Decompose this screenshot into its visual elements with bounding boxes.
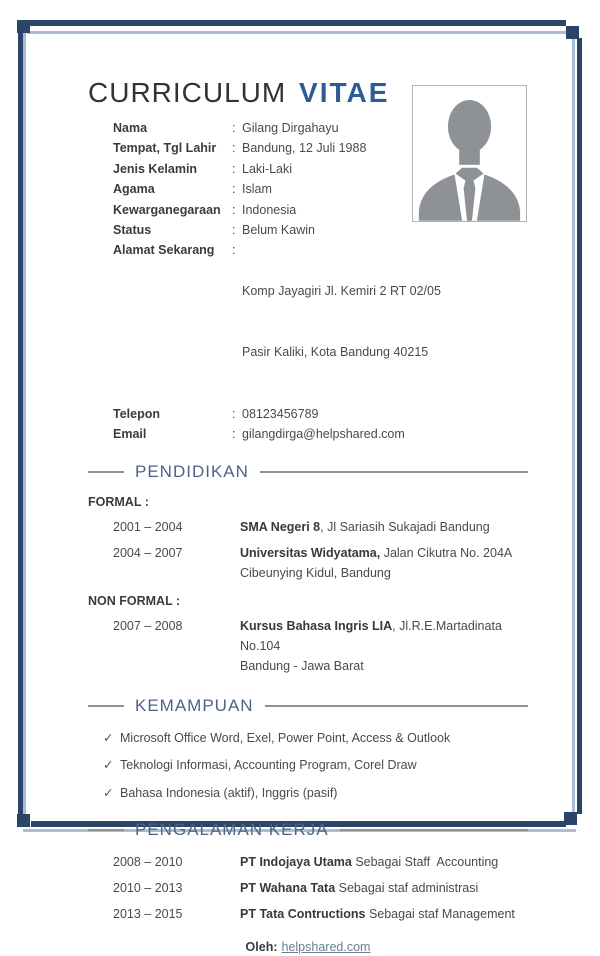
education-detail: Jalan Cikutra No. 204A <box>380 545 513 560</box>
title-vitae: VITAE <box>299 77 390 108</box>
page-border-top <box>30 20 566 26</box>
experience-company: PT Wahana Tata <box>240 880 336 895</box>
skill-text: Microsoft Office Word, Exel, Power Point, Access & Outlook <box>120 730 451 745</box>
experience-role: Sebagai staf administrasi <box>335 880 479 895</box>
education-row <box>113 543 528 583</box>
heading-label: PENGALAMAN KERJA <box>135 819 329 839</box>
experience-period: 2010 – 2013 <box>113 880 183 895</box>
info-colon: : <box>232 406 236 421</box>
info-row-status <box>113 220 528 240</box>
info-value: Indonesia <box>242 202 297 217</box>
education-school: Kursus Bahasa Ingris LIA <box>240 618 393 633</box>
skill-text: Bahasa Indonesia (aktif), Inggris (pasif) <box>120 785 338 800</box>
address-line-1: Komp Jayagiri Jl. Kemiri 2 RT 02/05 <box>242 284 441 299</box>
info-row-nama <box>113 118 528 138</box>
heading-rule-left <box>88 829 124 831</box>
education-detail-line2: Bandung - Jawa Barat <box>240 658 364 673</box>
education-period: 2007 – 2008 <box>113 618 183 633</box>
info-label: Kewarganegaraan <box>113 202 221 217</box>
experience-period: 2008 – 2010 <box>113 854 183 869</box>
page-border-corner <box>564 812 577 825</box>
title-curriculum: CURRICULUM <box>88 77 287 108</box>
info-row-email <box>113 424 528 444</box>
experience-row <box>113 880 528 897</box>
address-line-2: Pasir Kaliki, Kota Bandung 40215 <box>242 345 429 360</box>
info-colon: : <box>232 182 236 197</box>
info-row-tempat-tgl-lahir <box>113 138 528 158</box>
info-colon: : <box>232 202 236 217</box>
experience-role: Sebagai Staff Accounting <box>351 854 499 869</box>
education-detail: , Jl.R.E.Martadinata No.104 <box>240 618 506 653</box>
experience-period: 2013 – 2015 <box>113 906 183 921</box>
info-colon: : <box>232 141 236 156</box>
education-row <box>113 517 528 537</box>
info-label: Agama <box>113 182 155 197</box>
info-colon: : <box>232 161 236 176</box>
experience-desc <box>240 880 528 897</box>
footer-prefix: Oleh: <box>245 939 278 954</box>
section-heading-kemampuan <box>88 696 528 716</box>
education-desc <box>240 517 528 537</box>
heading-rule-left <box>88 705 124 707</box>
education-school: SMA Negeri 8 <box>240 519 321 534</box>
skills-list <box>103 730 528 802</box>
education-desc <box>240 543 528 583</box>
heading-label: PENDIDIKAN <box>135 461 249 481</box>
experience-role: Sebagai staf Management <box>365 906 515 921</box>
info-value: 08123456789 <box>242 406 319 421</box>
heading-rule-right <box>265 705 528 707</box>
page-border-inner-left <box>23 28 26 825</box>
checkmark-icon: ✓ <box>103 730 114 745</box>
page-title <box>88 78 528 108</box>
checkmark-icon: ✓ <box>103 758 114 772</box>
info-colon: : <box>232 121 236 135</box>
education-row <box>113 616 528 676</box>
heading-label: KEMAMPUAN <box>135 695 254 715</box>
section-heading-pengalaman-kerja <box>88 820 528 840</box>
skill-item <box>103 730 528 747</box>
info-row-telepon <box>113 404 528 424</box>
education-detail-line2: Cibeunying Kidul, Bandung <box>240 565 391 580</box>
skill-item <box>103 785 528 802</box>
page-border-corner <box>17 20 30 33</box>
education-period: 2001 – 2004 <box>113 519 183 534</box>
formal-label: FORMAL : <box>88 494 149 509</box>
heading-rule-left <box>88 471 124 473</box>
info-value: Belum Kawin <box>242 223 315 238</box>
education-school: Universitas Widyatama, <box>240 545 381 560</box>
info-colon: : <box>232 427 236 442</box>
heading-rule-right <box>260 471 528 473</box>
info-row-agama <box>113 179 528 199</box>
info-value: Islam <box>242 182 272 197</box>
info-value: Bandung, 12 Juli 1988 <box>242 141 367 156</box>
education-desc <box>240 616 528 676</box>
experience-desc <box>240 906 528 923</box>
section-heading-pendidikan <box>88 462 528 482</box>
education-detail: , Jl Sariasih Sukajadi Bandung <box>320 519 490 534</box>
info-value <box>242 240 441 403</box>
info-label: Telepon <box>113 406 160 421</box>
info-label: Nama <box>113 121 148 135</box>
info-label: Tempat, Tgl Lahir <box>113 141 217 156</box>
info-value: Laki-Laki <box>242 161 293 176</box>
page-border-corner <box>17 814 30 827</box>
info-value: gilangdirga@helpshared.com <box>242 427 405 442</box>
footer <box>88 939 528 956</box>
experience-company: PT Indojaya Utama <box>240 854 352 869</box>
checkmark-icon: ✓ <box>103 785 114 800</box>
info-row-alamat <box>113 240 528 403</box>
info-row-kewarganegaraan <box>113 200 528 220</box>
personal-info <box>113 118 528 445</box>
info-label: Status <box>113 223 152 238</box>
cv-content <box>88 78 528 956</box>
heading-rule-right <box>340 829 528 831</box>
nonformal-label: NON FORMAL : <box>88 593 181 608</box>
info-label: Jenis Kelamin <box>113 161 198 176</box>
experience-row <box>113 854 528 871</box>
info-label: Email <box>113 427 147 442</box>
page-border-corner <box>566 26 579 39</box>
info-row-jenis-kelamin <box>113 159 528 179</box>
education-period: 2004 – 2007 <box>113 545 183 560</box>
info-value: Gilang Dirgahayu <box>242 121 339 135</box>
experience-row <box>113 906 528 923</box>
experience-company: PT Tata Contructions <box>240 906 366 921</box>
experience-desc <box>240 854 528 871</box>
skill-text: Teknologi Informasi, Accounting Program, Corel Draw <box>120 758 417 772</box>
page-border-inner-top <box>27 31 572 34</box>
footer-link[interactable]: helpshared.com <box>281 939 371 954</box>
info-colon: : <box>232 223 236 238</box>
page-border-right <box>577 38 582 814</box>
info-label: Alamat Sekarang <box>113 243 215 258</box>
info-colon: : <box>232 243 236 258</box>
skill-item <box>103 757 528 774</box>
page-border-inner-right <box>572 31 575 815</box>
